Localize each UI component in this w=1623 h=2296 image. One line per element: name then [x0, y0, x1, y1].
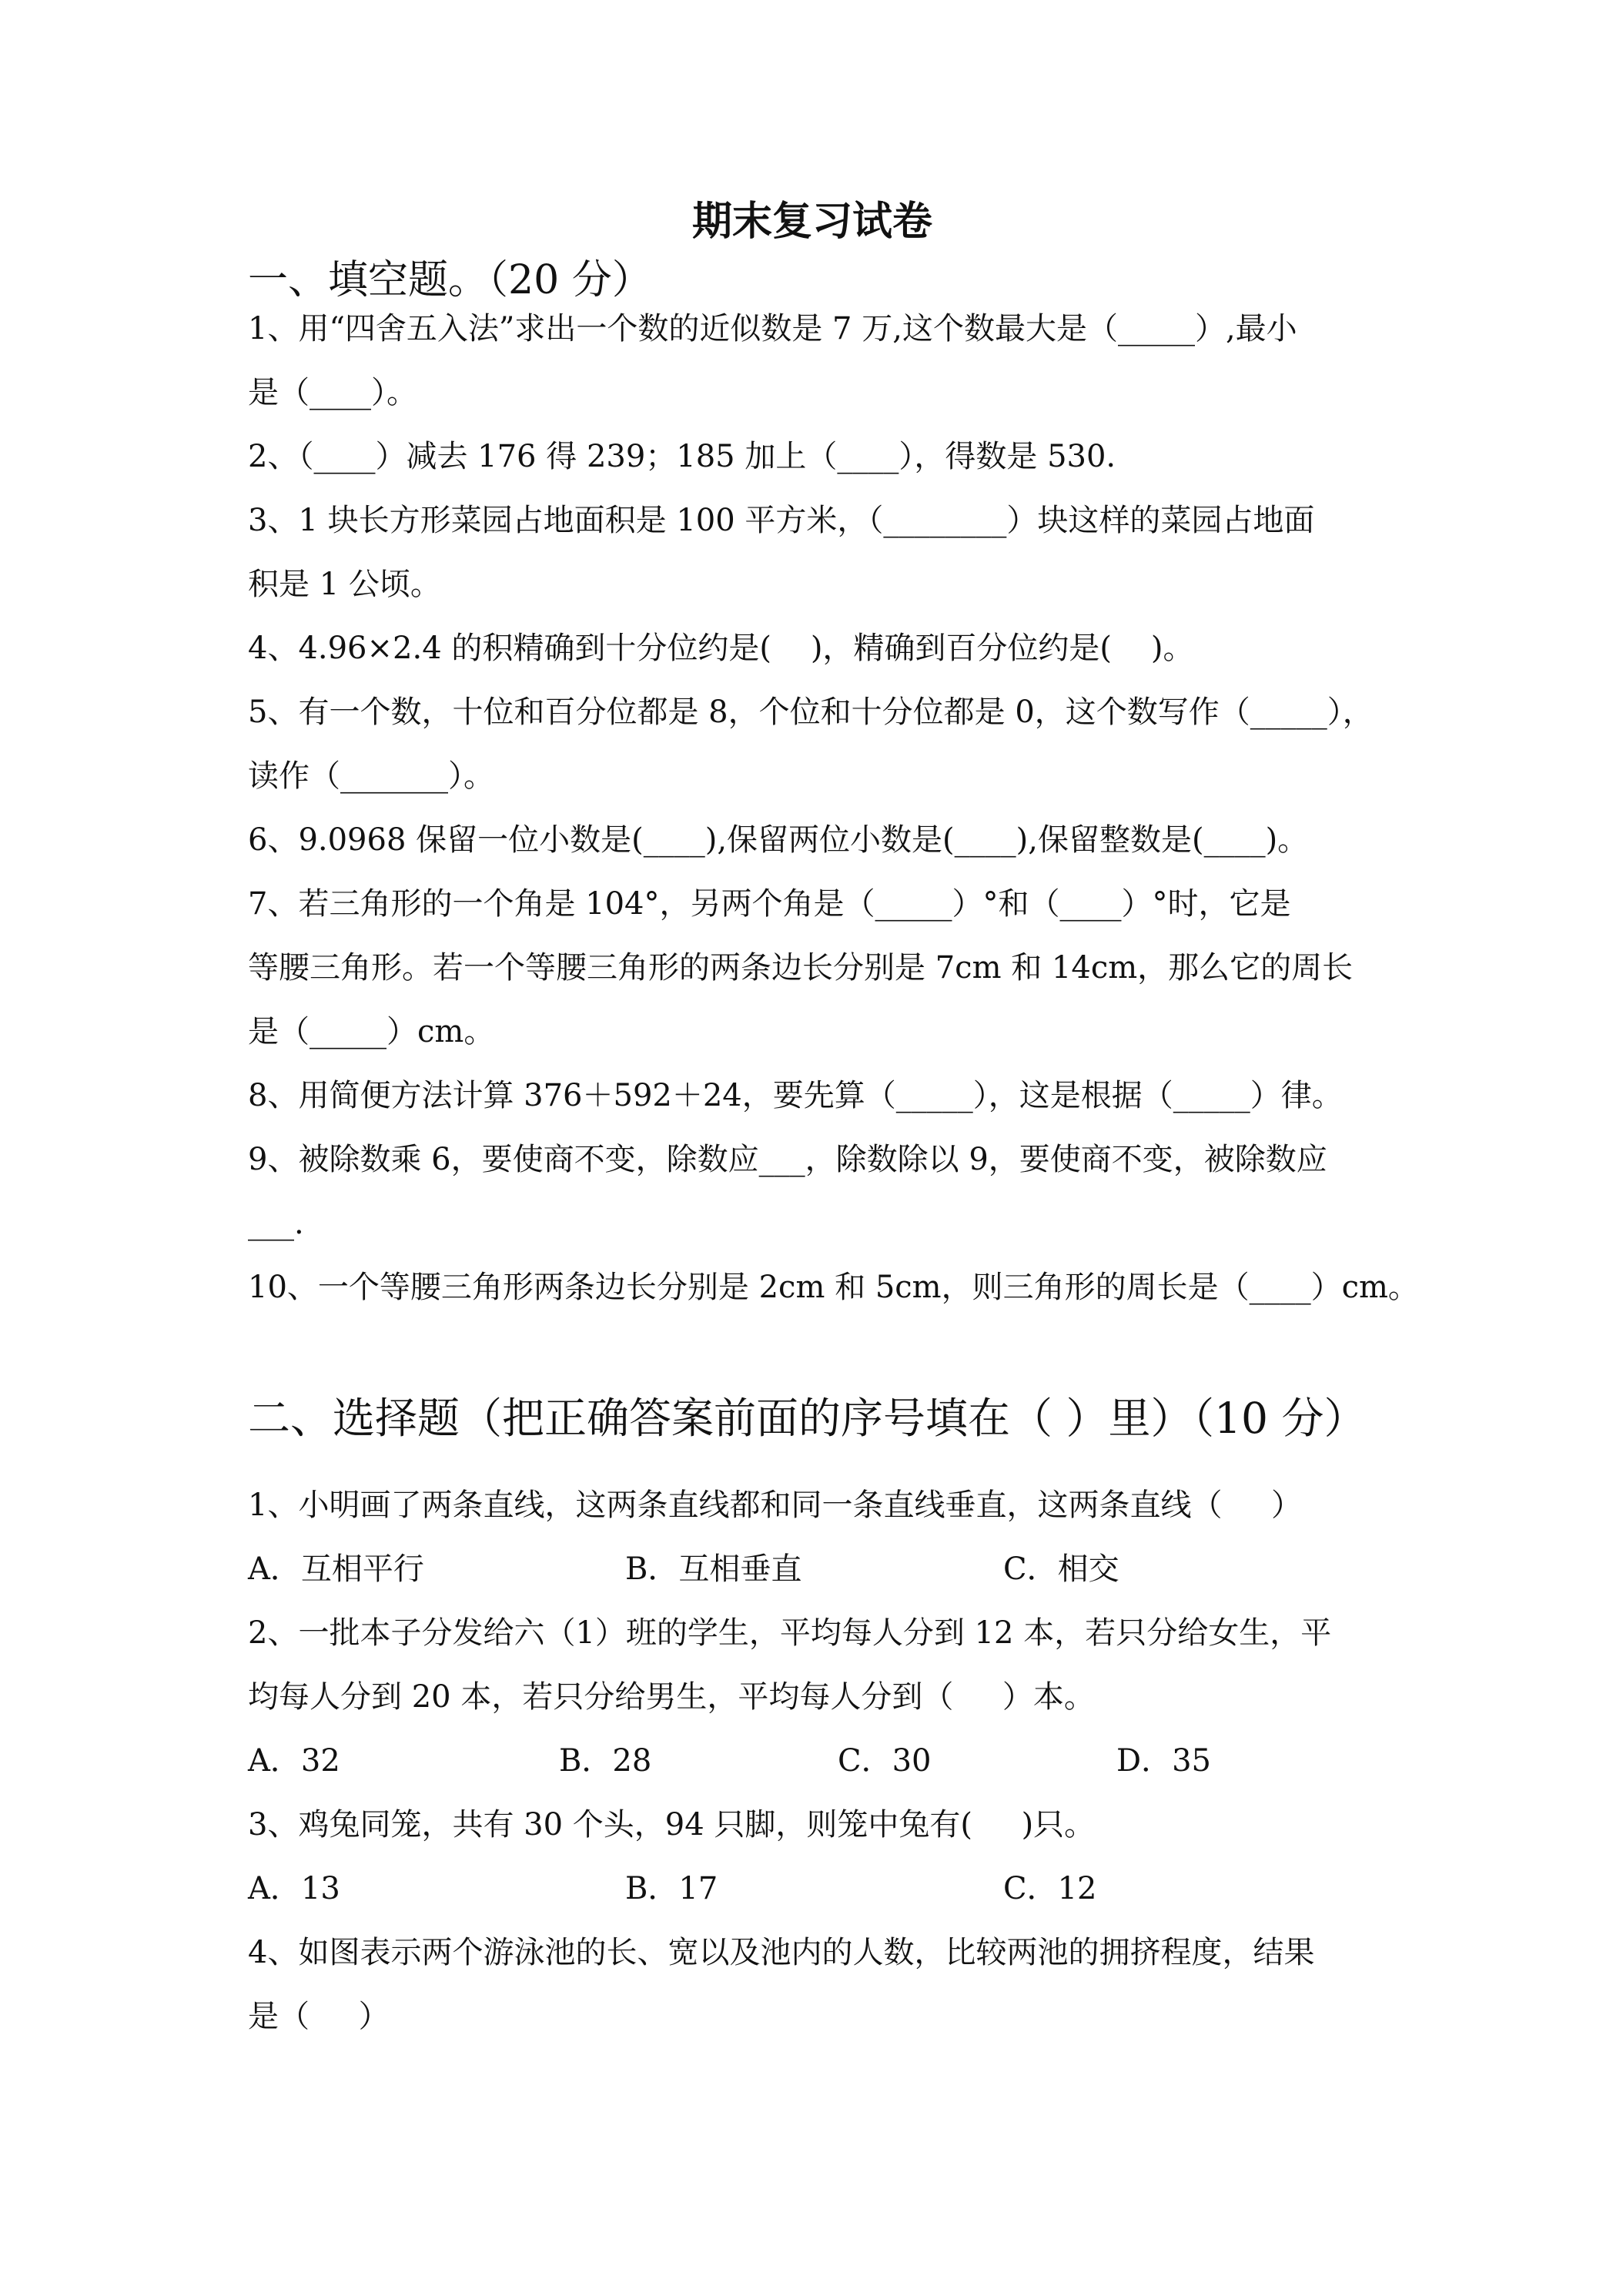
choice-question-stem: 1、小明画了两条直线，这两条直线都和同一条直线垂直，这两条直线（ ）: [248, 1488, 1303, 1523]
fill-blank-line: 3、1 块长方形菜园占地面积是 100 平方米，（________）块这样的菜园占地面: [248, 503, 1315, 538]
choice-option: C．12: [1003, 1871, 1097, 1906]
fill-blank-line: 读作（_______）。: [248, 758, 494, 794]
fill-blank-line: 9、被除数乘 6，要使商不变，除数应___，除数除以 9，要使商不变，被除数应: [248, 1142, 1327, 1177]
fill-blank-line: 7、若三角形的一个角是 104°，另两个角是（_____）°和（____）°时，它是: [248, 886, 1291, 922]
fill-blank-line: 10、一个等腰三角形两条边长分别是 2cm 和 5cm，则三角形的周长是（____）cm。: [248, 1270, 1419, 1305]
fill-blank-line: 5、有一个数，十位和百分位都是 8，个位和十分位都是 0，这个数写作（_____），: [248, 694, 1374, 730]
choice-option: D．35: [1116, 1743, 1211, 1779]
choice-question-stem: 是（ ）: [248, 1999, 390, 2034]
choice-question-stem: 4、如图表示两个游泳池的长、宽以及池内的人数，比较两池的拥挤程度，结果: [248, 1935, 1315, 1970]
fill-blank-line: 8、用简便方法计算 376＋592＋24，要先算（_____），这是根据（_____）律。: [248, 1078, 1343, 1113]
choice-option: B．互相垂直: [625, 1551, 802, 1587]
section1-heading: 一、填空题。（20 分）: [248, 257, 652, 303]
fill-blank-line: 等腰三角形。若一个等腰三角形的两条边长分别是 7cm 和 14cm，那么它的周长: [248, 950, 1354, 986]
choice-question-stem: 3、鸡兔同笼，共有 30 个头，94 只脚，则笼中兔有( )只。: [248, 1807, 1096, 1842]
choice-option: A．互相平行: [248, 1551, 424, 1587]
fill-blank-line: 积是 1 公顷。: [248, 567, 441, 602]
page-title: 期末复习试卷: [692, 199, 933, 245]
choice-question-stem: 2、一批本子分发给六（1）班的学生，平均每人分到 12 本，若只分给女生，平: [248, 1615, 1332, 1651]
choice-option: C．相交: [1003, 1551, 1119, 1587]
fill-blank-line: 2、（____）减去 176 得 239；185 加上（____），得数是 530.: [248, 439, 1116, 474]
choice-option: A．13: [248, 1871, 340, 1906]
choice-option: C．30: [838, 1743, 932, 1779]
choice-option: B．28: [559, 1743, 652, 1779]
fill-blank-line: 4、4.96×2.4 的积精确到十分位约是( )，精确到百分位约是( )。: [248, 631, 1194, 666]
fill-blank-line: 是（_____）cm。: [248, 1014, 495, 1049]
fill-blank-line: ___.: [248, 1206, 304, 1241]
fill-blank-line: 1、用“四舍五入法”求出一个数的近似数是 7 万,这个数最大是（_____）,最小: [248, 311, 1297, 346]
choice-question-stem: 均每人分到 20 本，若只分给男生，平均每人分到（ ）本。: [248, 1679, 1095, 1715]
section2-heading: 二、选择题（把正确答案前面的序号填在（ ）里）（10 分）: [248, 1394, 1367, 1443]
fill-blank-line: 6、9.0968 保留一位小数是(____),保留两位小数是(____),保留整数是(____)。: [248, 822, 1309, 858]
choice-option: A．32: [248, 1743, 340, 1779]
choice-option: B．17: [625, 1871, 718, 1906]
fill-blank-line: 是（____）。: [248, 375, 417, 410]
